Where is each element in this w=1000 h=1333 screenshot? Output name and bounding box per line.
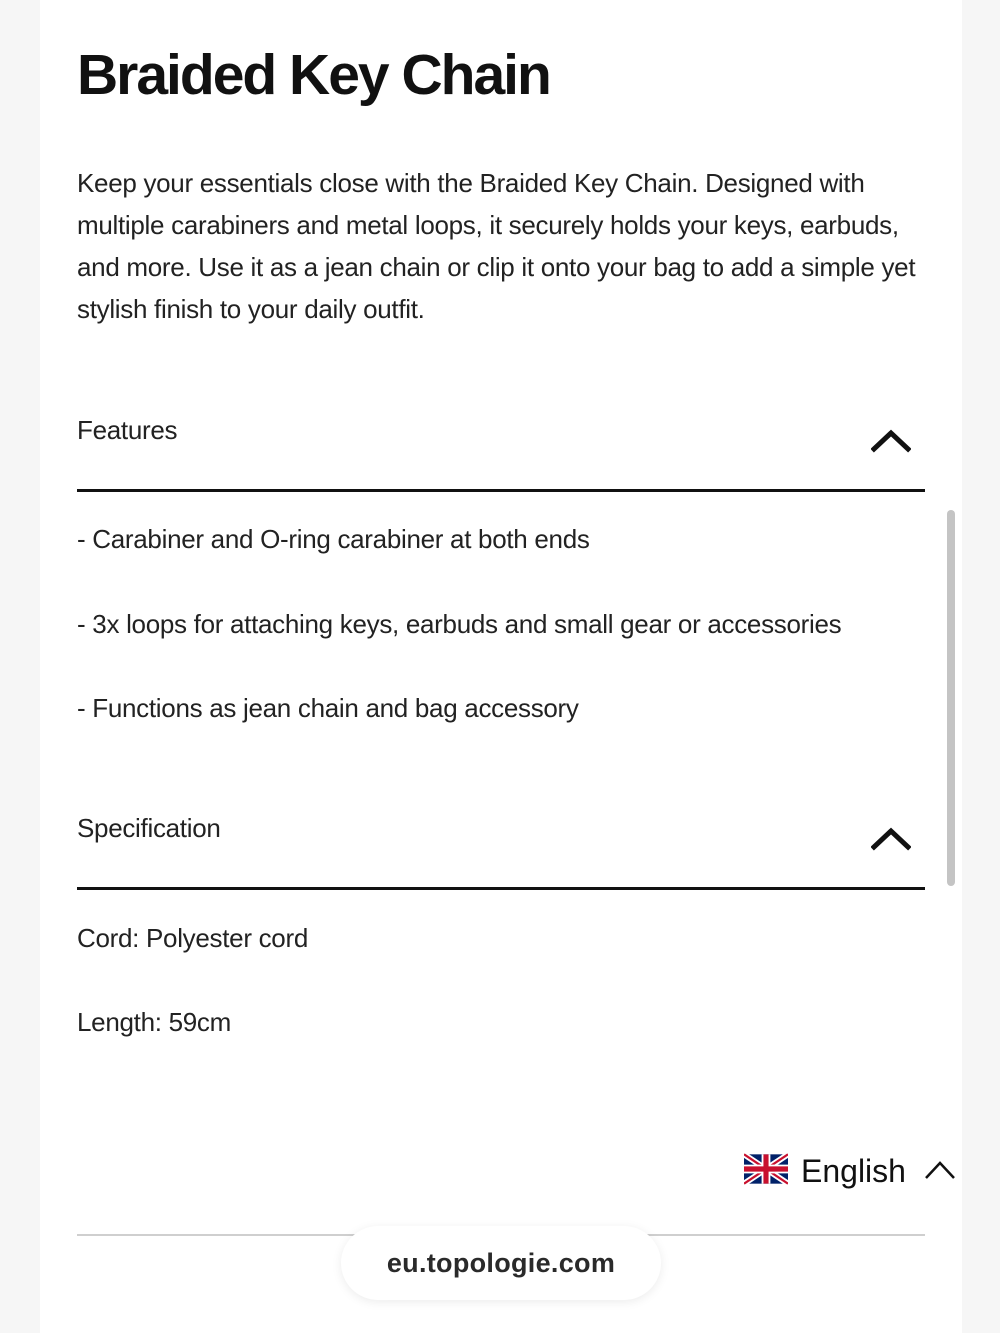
feature-item: - Functions as jean chain and bag accessory — [77, 693, 579, 723]
specification-title: Specification — [77, 813, 221, 843]
language-selector[interactable] — [744, 1148, 960, 1194]
spec-item: Length: 59cm — [77, 1007, 231, 1037]
product-description: Keep your essentials close with the Braided Key Chain. Designed with multiple carabiners and metal loops, it securely holds your keys, earbuds, and more. Use it as a jean chain or clip it onto your bag to add a simple yet stylish finish to your daily outfit. — [77, 168, 916, 324]
spec-item: Cord: Polyester cord — [77, 923, 308, 953]
chevron-up-icon — [924, 1160, 956, 1180]
language-label: English — [801, 1153, 906, 1189]
chevron-up-icon — [871, 827, 911, 851]
feature-item: - 3x loops for attaching keys, earbuds and small gear or accessories — [77, 609, 842, 639]
features-accordion-header[interactable] — [77, 409, 925, 492]
features-title: Features — [77, 415, 178, 445]
page-panel — [40, 0, 962, 1333]
uk-flag-icon — [744, 1152, 788, 1186]
product-title: Braided Key Chain — [77, 43, 550, 107]
scrollbar[interactable] — [947, 510, 955, 886]
feature-item: - Carabiner and O-ring carabiner at both ends — [77, 524, 590, 554]
chevron-up-icon — [871, 429, 911, 453]
specification-accordion-header[interactable] — [77, 807, 925, 890]
url-bar[interactable]: eu.topologie.com — [341, 1226, 661, 1300]
